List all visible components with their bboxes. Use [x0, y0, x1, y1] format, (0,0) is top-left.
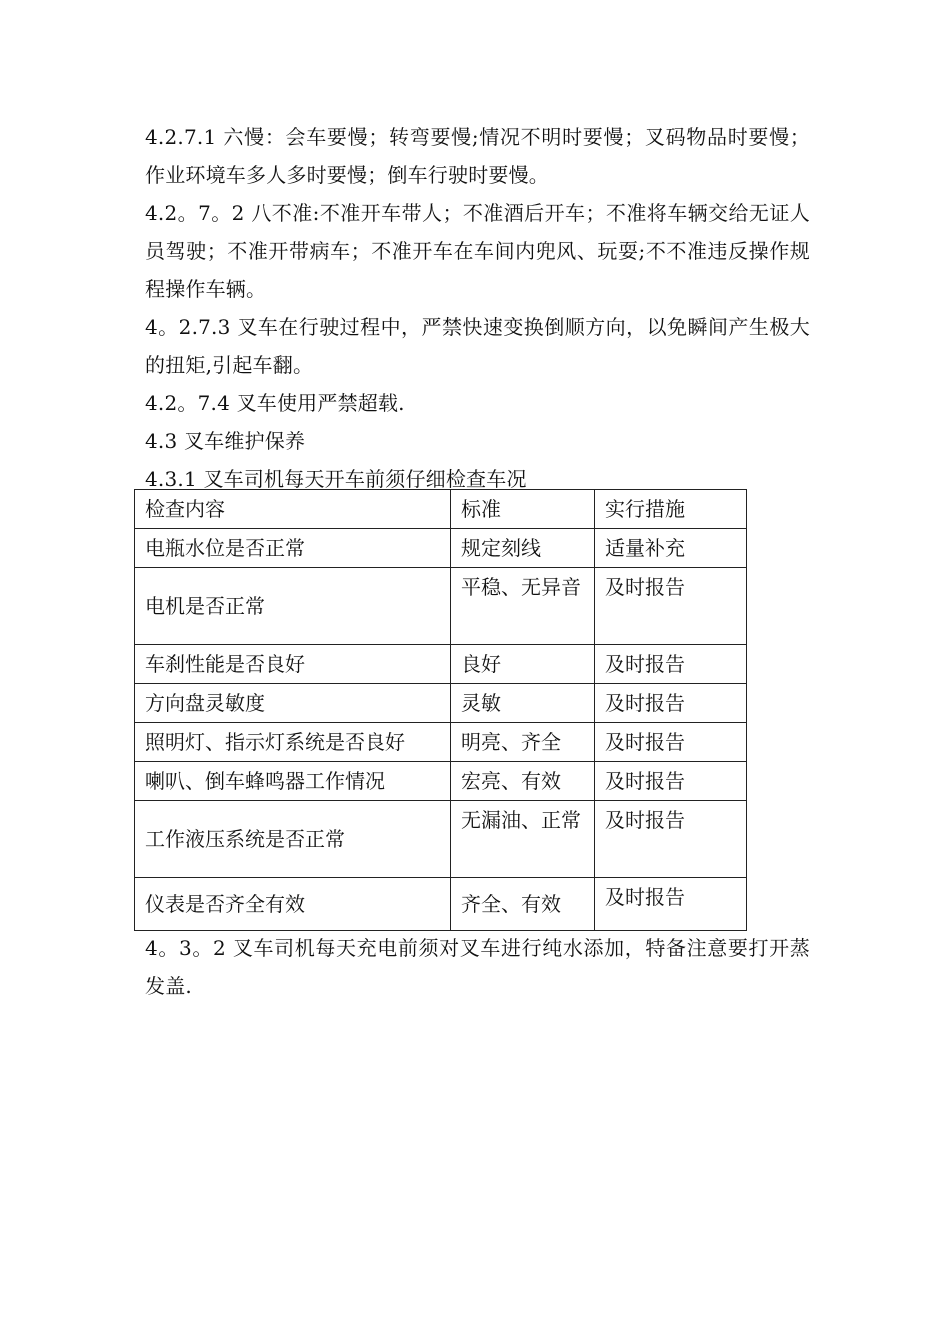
body-text-after-table: [145, 929, 810, 1005]
table-cell: 及时报告: [595, 801, 747, 878]
table-cell: 电瓶水位是否正常: [135, 529, 451, 568]
paragraph-8-prohibitions: 4.2。7。2 八不准:不准开车带人；不准酒后开车；不准将车辆交给无证人员驾驶；不准开带病车；不准开车在车间内兜风、玩耍;不不准违反操作规程操作车辆。: [145, 201, 810, 301]
table-cell: 及时报告: [595, 645, 747, 684]
inspection-table: [134, 489, 747, 931]
body-text: [145, 118, 810, 498]
table-row: [135, 645, 747, 684]
paragraph-overload: 4.2。7.4 叉车使用严禁超载.: [145, 391, 405, 415]
table-cell: 及时报告: [595, 762, 747, 801]
table-cell: 工作液压系统是否正常: [135, 801, 451, 878]
table-row: [135, 801, 747, 878]
table-row: [135, 684, 747, 723]
table-cell: 良好: [451, 645, 595, 684]
table-cell: 平稳、无异音: [451, 568, 595, 645]
table-header-row: [135, 490, 747, 529]
table-cell: 宏亮、有效: [451, 762, 595, 801]
table-cell: 方向盘灵敏度: [135, 684, 451, 723]
table-cell: 齐全、有效: [451, 878, 595, 931]
header-cell: 标准: [451, 490, 595, 529]
header-cell: 检查内容: [135, 490, 451, 529]
paragraph-6-slow: 4.2.7.1 六慢：会车要慢；转弯要慢;情况不明时要慢；叉码物品时要慢；作业环境车多人多时要慢；倒车行驶时要慢。: [145, 125, 810, 187]
table-cell: 明亮、齐全: [451, 723, 595, 762]
header-cell: 实行措施: [595, 490, 747, 529]
table-cell: 及时报告: [595, 684, 747, 723]
section-heading-maintenance: 4.3 叉车维护保养: [145, 429, 306, 453]
table-cell: 及时报告: [595, 568, 747, 645]
table-row: [135, 529, 747, 568]
table-cell: 无漏油、正常: [451, 801, 595, 878]
table-cell: 电机是否正常: [135, 568, 451, 645]
table-row: [135, 568, 747, 645]
table-row: [135, 723, 747, 762]
table-cell: 及时报告: [595, 878, 747, 931]
table-cell: 适量补充: [595, 529, 747, 568]
table-cell: 车刹性能是否良好: [135, 645, 451, 684]
paragraph-charging: 4。3。2 叉车司机每天充电前须对叉车进行纯水添加，特备注意要打开蒸发盖.: [145, 936, 810, 998]
paragraph-direction-change: 4。2.7.3 叉车在行驶过程中，严禁快速变换倒顺方向，以免瞬间产生极大的扭矩,引起车翻。: [145, 315, 810, 377]
table-cell: 照明灯、指示灯系统是否良好: [135, 723, 451, 762]
table-cell: 规定刻线: [451, 529, 595, 568]
table-cell: 灵敏: [451, 684, 595, 723]
table-cell: 喇叭、倒车蜂鸣器工作情况: [135, 762, 451, 801]
table-row: [135, 762, 747, 801]
table-cell: 及时报告: [595, 723, 747, 762]
table-cell: 仪表是否齐全有效: [135, 878, 451, 931]
table-row: [135, 878, 747, 931]
paragraph-daily-check: 4.3.1 叉车司机每天开车前须仔细检查车况: [145, 467, 527, 491]
